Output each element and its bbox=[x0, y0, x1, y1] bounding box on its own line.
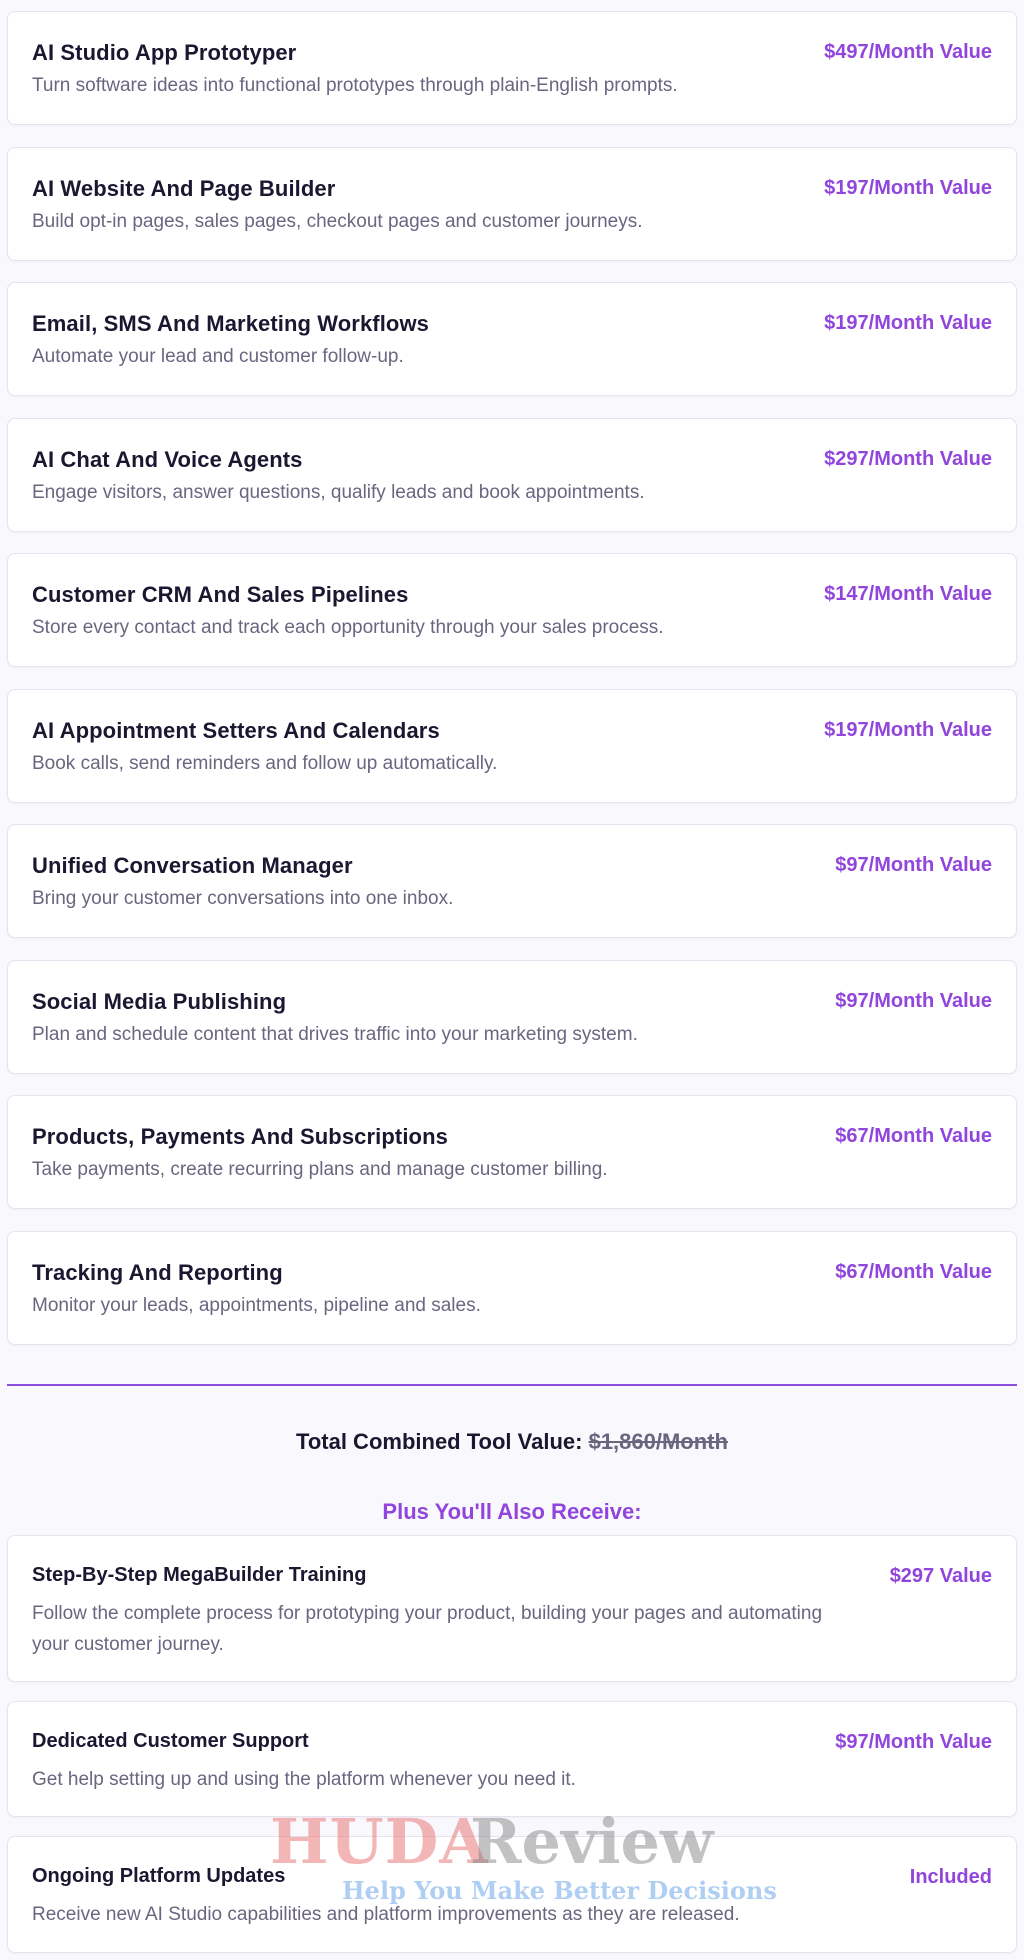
tool-card-social-media-publishing bbox=[7, 960, 1017, 1074]
total-value-strikethrough: $1,860/Month bbox=[588, 1429, 728, 1454]
section-divider bbox=[7, 1384, 1017, 1386]
tool-card-conversation-manager bbox=[7, 824, 1017, 938]
tool-description: Book calls, send reminders and follow up automatically. bbox=[32, 752, 498, 774]
tool-description: Take payments, create recurring plans and manage customer billing. bbox=[32, 1159, 608, 1180]
tool-description: Monitor your leads, appointments, pipeline and sales. bbox=[32, 1294, 481, 1316]
tool-title: Products, Payments And Subscriptions bbox=[32, 1124, 448, 1149]
tool-price: $497/Month Value bbox=[824, 41, 992, 63]
tool-title: Email, SMS And Marketing Workflows bbox=[32, 311, 430, 336]
tool-card-crm-sales-pipelines bbox=[7, 553, 1017, 667]
tool-card-appointment-setters bbox=[7, 689, 1017, 803]
bonus-card-updates bbox=[7, 1836, 1017, 1953]
tool-title: Customer CRM And Sales Pipelines bbox=[32, 582, 409, 607]
tool-description: Automate your lead and customer follow-up. bbox=[32, 346, 404, 367]
bonus-card-support bbox=[7, 1701, 1017, 1817]
tool-price: $67/Month Value bbox=[835, 1125, 992, 1147]
tool-card-ai-chat-voice-agents bbox=[7, 418, 1017, 532]
bonus-description: Get help setting up and using the platform whenever you need it. bbox=[32, 1769, 576, 1790]
tool-price: $67/Month Value bbox=[835, 1260, 992, 1283]
bonus-price: $97/Month Value bbox=[835, 1731, 992, 1753]
tool-card-ai-studio-app-prototyper bbox=[7, 11, 1017, 125]
tool-price: $197/Month Value bbox=[824, 176, 992, 199]
bonus-description: Follow the complete process for prototyping your product, building your pages and automating your customer journey. bbox=[32, 1603, 823, 1655]
tool-price: $97/Month Value bbox=[835, 989, 992, 1012]
tool-title: AI Appointment Setters And Calendars bbox=[32, 717, 440, 743]
tool-price: $97/Month Value bbox=[835, 854, 992, 876]
tool-price: $147/Month Value bbox=[824, 583, 992, 605]
tool-card-products-payments bbox=[7, 1095, 1017, 1209]
tool-description: Store every contact and track each opportunity through your sales process. bbox=[32, 617, 664, 638]
bonus-description: Receive new AI Studio capabilities and platform improvements as they are released. bbox=[32, 1904, 740, 1925]
tool-title: Tracking And Reporting bbox=[32, 1259, 283, 1285]
tool-title: AI Studio App Prototyper bbox=[32, 40, 297, 65]
watermark-brand-review: Review bbox=[470, 1805, 714, 1878]
total-combined-value bbox=[7, 1429, 1017, 1455]
tool-description: Plan and schedule content that drives traffic into your marketing system. bbox=[32, 1023, 638, 1045]
bonus-heading: Plus You'll Also Receive: bbox=[382, 1499, 642, 1524]
tool-card-ai-website-page-builder bbox=[7, 147, 1017, 261]
bonus-title: Step-By-Step MegaBuilder Training bbox=[32, 1564, 367, 1586]
tool-title: AI Website And Page Builder bbox=[32, 175, 336, 201]
tool-card-email-sms-workflows bbox=[7, 282, 1017, 396]
tool-price: $197/Month Value bbox=[824, 718, 992, 741]
bonus-title: Dedicated Customer Support bbox=[32, 1730, 309, 1752]
watermark-tagline: Help You Make Better Decisions bbox=[342, 1876, 777, 1905]
tool-description: Turn software ideas into functional prototypes through plain-English prompts. bbox=[32, 75, 678, 96]
tool-price: $297/Month Value bbox=[824, 447, 992, 470]
tool-card-tracking-reporting bbox=[7, 1231, 1017, 1345]
total-label: Total Combined Tool Value: bbox=[296, 1429, 583, 1454]
bonus-price: $297 Value bbox=[889, 1565, 992, 1587]
watermark-brand-huda: HUDA bbox=[270, 1805, 489, 1878]
tool-title: Unified Conversation Manager bbox=[32, 853, 353, 878]
tool-description: Bring your customer conversations into one inbox. bbox=[32, 888, 454, 909]
bonus-card-training bbox=[7, 1535, 1017, 1682]
tool-title: AI Chat And Voice Agents bbox=[32, 446, 303, 472]
bonus-price: Included bbox=[909, 1866, 992, 1888]
tool-description: Engage visitors, answer questions, qualify leads and book appointments. bbox=[32, 481, 645, 503]
tool-description: Build opt-in pages, sales pages, checkout pages and customer journeys. bbox=[32, 210, 643, 232]
tool-title: Social Media Publishing bbox=[32, 988, 287, 1014]
bonus-title: Ongoing Platform Updates bbox=[32, 1865, 286, 1887]
tool-price: $197/Month Value bbox=[824, 312, 992, 334]
